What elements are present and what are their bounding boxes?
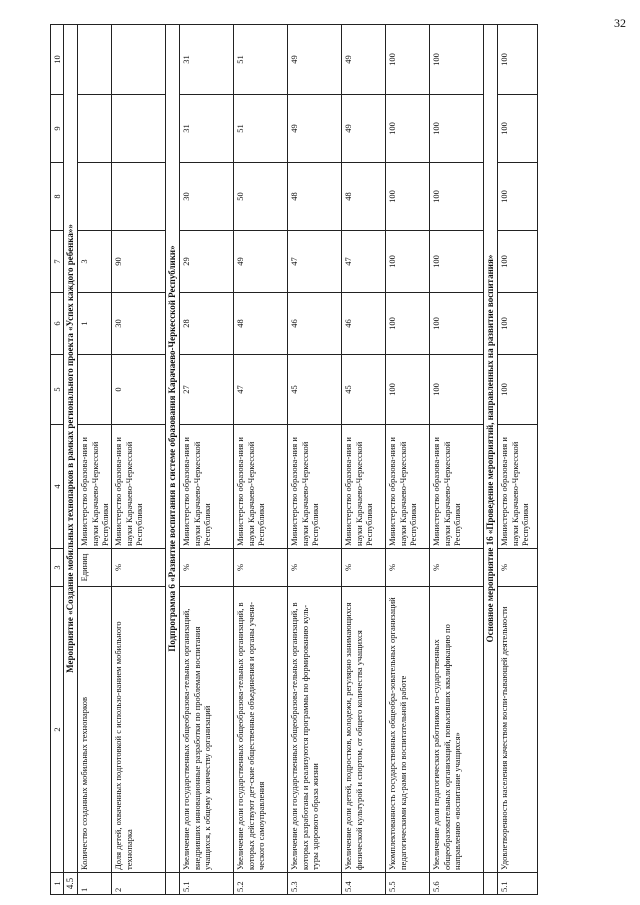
- table-cell: Министерство образова-ния и науки Карачаево-Черкесской Республики: [78, 425, 112, 549]
- table-cell: Увеличение доли детей, подростков, молодежи, регулярно занимающихся физической культурой и спортом, от общего количества учащихся: [342, 587, 386, 873]
- table-cell: %: [180, 549, 234, 587]
- col-header: 3: [51, 549, 64, 587]
- table-cell: 100: [430, 293, 484, 355]
- table-cell: 100: [386, 293, 430, 355]
- section-row: [166, 25, 180, 895]
- table-cell: Министерство образова-ния и науки Карачаево-Черкесской Республики: [180, 425, 234, 549]
- table-cell: 100: [498, 25, 538, 95]
- col-header: 7: [51, 231, 64, 293]
- table-cell: 50: [234, 163, 288, 231]
- table-cell: 100: [498, 355, 538, 425]
- table-cell: 100: [430, 25, 484, 95]
- table-cell: [78, 95, 112, 163]
- table-cell: 47: [342, 231, 386, 293]
- table-cell: [112, 163, 166, 231]
- table-cell: 5.1: [498, 873, 538, 895]
- table-cell: Министерство образова-ния и науки Карачаево-Черкесской Республики: [430, 425, 484, 549]
- table-row: [234, 25, 288, 895]
- table-cell: 2: [112, 873, 166, 895]
- table-cell: 5.6: [430, 873, 484, 895]
- table-cell: 100: [498, 231, 538, 293]
- table-cell: 100: [386, 231, 430, 293]
- table-cell: 46: [288, 293, 342, 355]
- table-cell: 5.3: [288, 873, 342, 895]
- table-cell: %: [430, 549, 484, 587]
- col-header: 9: [51, 95, 64, 163]
- table-cell: 1: [78, 873, 112, 895]
- table-cell: Удовлетворенность населения качеством воспи-тывающей деятельности: [498, 587, 538, 873]
- table-body: [64, 25, 538, 895]
- table-cell: Увеличение доли государственных общеобразова-тельных организаций, внедривших инновационные разработки по проблемам воспитания учащихся, к общему количеству организаций: [180, 587, 234, 873]
- table-cell: %: [112, 549, 166, 587]
- table-cell: 5.2: [234, 873, 288, 895]
- table-cell: 100: [386, 355, 430, 425]
- table-cell: 5.5: [386, 873, 430, 895]
- section-number: 4.5: [64, 873, 78, 895]
- table-cell: Доля детей, охваченных подготовкой с использо-ванием мобильного технопарка: [112, 587, 166, 873]
- section-title: Подпрограмма 6 «Развитие воспитания в системе образования Карачаево-Черкесской Республики»: [166, 25, 180, 873]
- table-cell: 48: [288, 163, 342, 231]
- section-title: Основное мероприятие 16 «Проведение мероприятий, направленных на развитие воспитания»: [484, 25, 498, 873]
- table-cell: 100: [386, 95, 430, 163]
- table-cell: 100: [498, 163, 538, 231]
- table-cell: 46: [342, 293, 386, 355]
- table-cell: 28: [180, 293, 234, 355]
- table-row: [112, 25, 166, 895]
- table-cell: Увеличение доли педагогических работников го-сударственных общеобразовательных организаций, повысивших квалификацию по направлению «воспитание учащихся»: [430, 587, 484, 873]
- section-number: [484, 873, 498, 895]
- table-cell: 49: [234, 231, 288, 293]
- table-row: [78, 25, 112, 895]
- table-cell: 49: [342, 25, 386, 95]
- table-cell: [112, 95, 166, 163]
- table-cell: Министерство образова-ния и науки Карачаево-Черкесской Республики: [386, 425, 430, 549]
- col-header: 5: [51, 355, 64, 425]
- table-row: [288, 25, 342, 895]
- table-cell: Министерство образова-ния и науки Карачаево-Черкесской Республики: [288, 425, 342, 549]
- table-cell: 48: [342, 163, 386, 231]
- table-cell: 100: [498, 293, 538, 355]
- table-cell: 27: [180, 355, 234, 425]
- table-cell: Министерство образова-ния и науки Карачаево-Черкесской Республики: [498, 425, 538, 549]
- table-cell: 1: [78, 293, 112, 355]
- table-cell: 45: [288, 355, 342, 425]
- table-cell: 49: [288, 95, 342, 163]
- col-header: 1: [51, 873, 64, 895]
- col-header: 6: [51, 293, 64, 355]
- table-cell: 100: [386, 163, 430, 231]
- table-cell: 47: [234, 355, 288, 425]
- page-number: 32: [614, 16, 626, 30]
- table-cell: 31: [180, 25, 234, 95]
- table-cell: 30: [180, 163, 234, 231]
- table-cell: [78, 25, 112, 95]
- table-cell: %: [386, 549, 430, 587]
- table-cell: %: [288, 549, 342, 587]
- table-cell: 49: [288, 25, 342, 95]
- table-cell: [78, 355, 112, 425]
- section-row: [484, 25, 498, 895]
- table-cell: 29: [180, 231, 234, 293]
- section-number: [166, 873, 180, 895]
- indicators-table: [50, 24, 538, 895]
- table-cell: Количество созданных мобильных технопарков: [78, 587, 112, 873]
- table-cell: 100: [430, 355, 484, 425]
- col-header: 4: [51, 425, 64, 549]
- table-cell: Министерство образова-ния и науки Карачаево-Черкесской Республики: [234, 425, 288, 549]
- table-cell: 48: [234, 293, 288, 355]
- table-cell: 51: [234, 95, 288, 163]
- table-cell: 100: [430, 163, 484, 231]
- table-cell: 100: [386, 25, 430, 95]
- table-cell: %: [234, 549, 288, 587]
- table-row: [180, 25, 234, 895]
- header-row: [51, 25, 64, 895]
- table-cell: 100: [430, 231, 484, 293]
- table-cell: 100: [430, 95, 484, 163]
- table-cell: 3: [78, 231, 112, 293]
- table-cell: 90: [112, 231, 166, 293]
- table-cell: Увеличение доли государственных общеобразова-тельных организаций, в которых действуют дет-ские общественные объединения и органы учени-ческого самоуправления: [234, 587, 288, 873]
- table-cell: Министерство образова-ния и науки Карачаево-Черкесской Республики: [112, 425, 166, 549]
- col-header: 8: [51, 163, 64, 231]
- table-cell: Единиц: [78, 549, 112, 587]
- table-cell: 47: [288, 231, 342, 293]
- table-cell: 5.4: [342, 873, 386, 895]
- table-cell: 0: [112, 355, 166, 425]
- table-cell: [112, 25, 166, 95]
- table-cell: Министерство образова-ния и науки Карачаево-Черкесской Республики: [342, 425, 386, 549]
- table-row: [386, 25, 430, 895]
- section-title: Мероприятие «Создание мобильных технопарков в рамках регионального проекта «Успех каждого ребенка»»: [64, 25, 78, 873]
- table-cell: %: [498, 549, 538, 587]
- table-row: [342, 25, 386, 895]
- table-cell: Увеличение доли государственных общеобразова-тельных организаций, в которых разработаны и реализуются программы по формированию куль-туры здорового образа жизни: [288, 587, 342, 873]
- table-row: [498, 25, 538, 895]
- table-cell: 100: [498, 95, 538, 163]
- table-cell: 31: [180, 95, 234, 163]
- rotated-page: [50, 25, 610, 895]
- col-header: 10: [51, 25, 64, 95]
- table-cell: 30: [112, 293, 166, 355]
- table-cell: 45: [342, 355, 386, 425]
- table-cell: 51: [234, 25, 288, 95]
- table-cell: %: [342, 549, 386, 587]
- table-cell: 5.1: [180, 873, 234, 895]
- table-row: [430, 25, 484, 895]
- section-row: [64, 25, 78, 895]
- col-header: 2: [51, 587, 64, 873]
- table-cell: 49: [342, 95, 386, 163]
- table-cell: Укомплектованность государственных общеобра-зовательных организаций педагогическими кад-рами по воспитательной работе: [386, 587, 430, 873]
- table-cell: [78, 163, 112, 231]
